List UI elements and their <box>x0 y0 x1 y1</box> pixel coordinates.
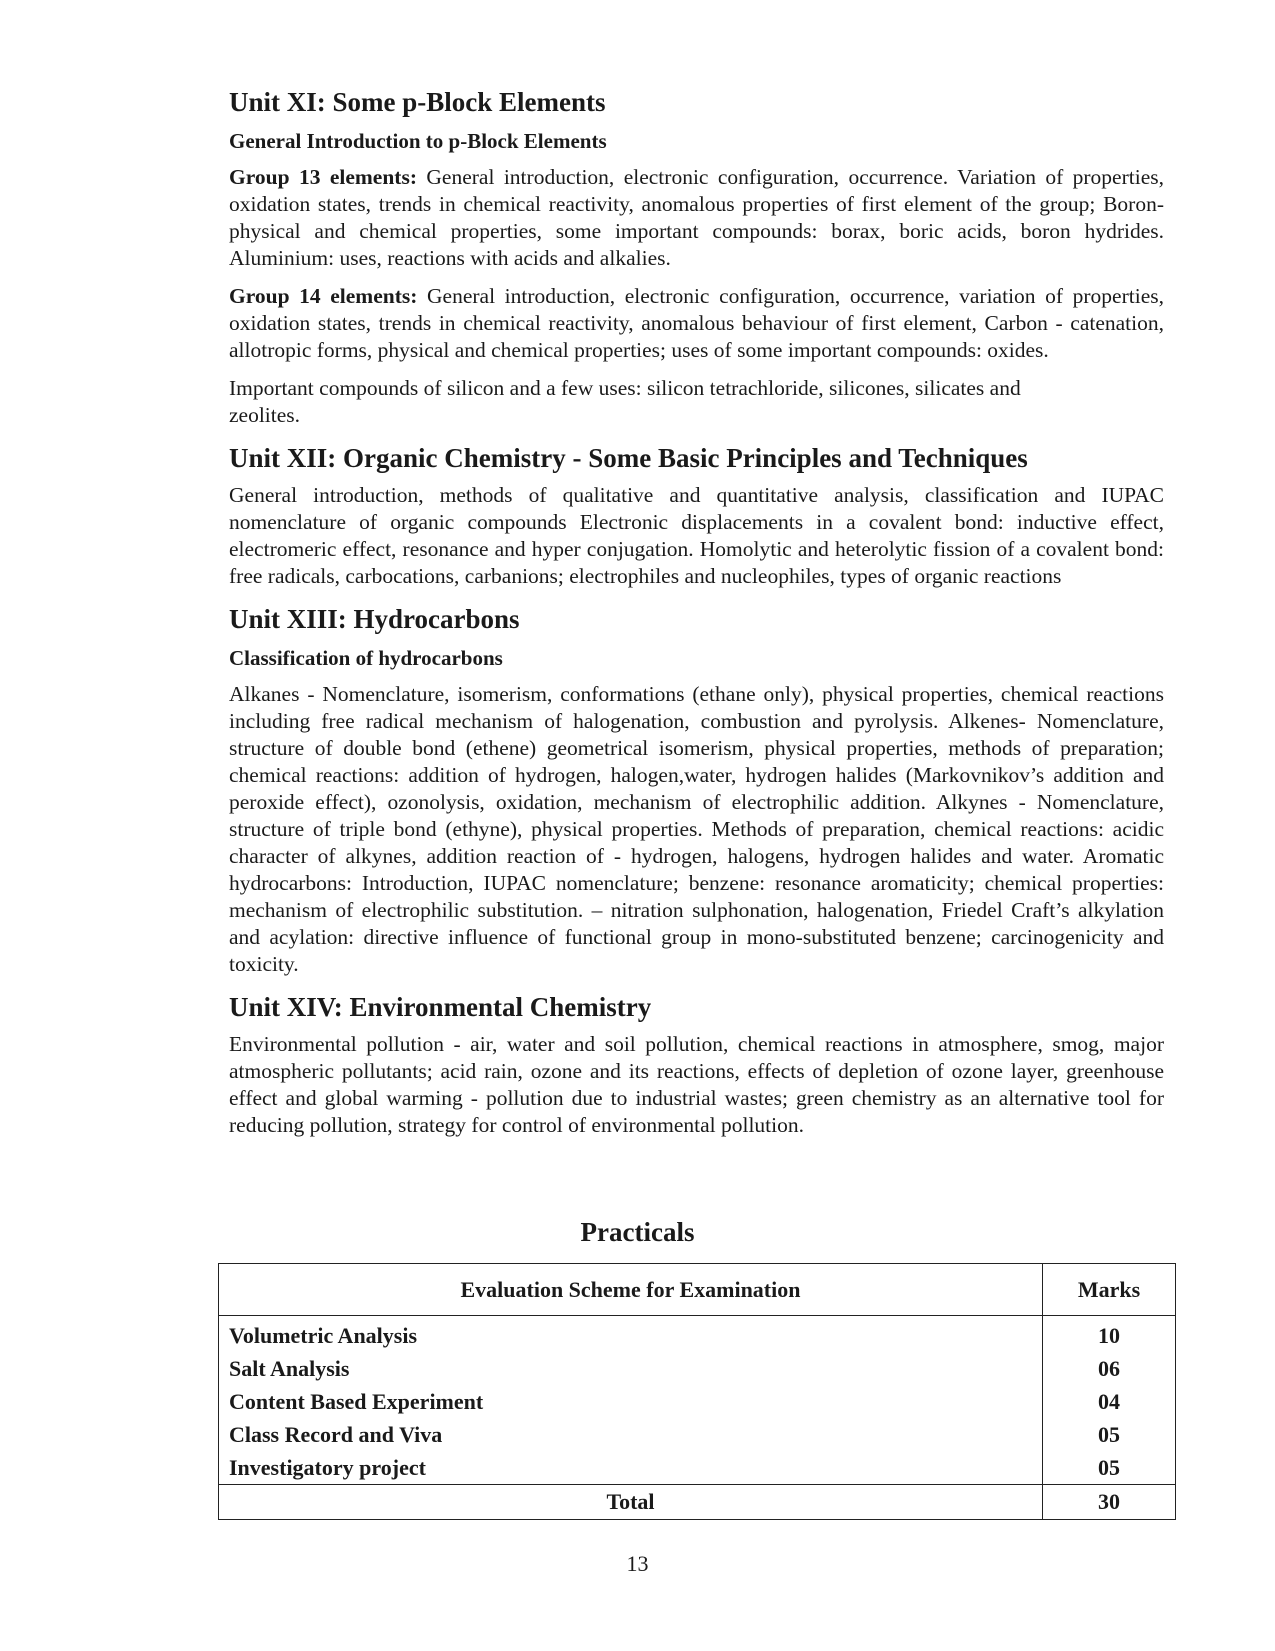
unit-13-title: Unit XIII: Hydrocarbons <box>229 604 520 634</box>
table-row <box>219 1451 1176 1485</box>
unit-14-section <box>229 989 1164 1139</box>
header-marks: Marks <box>1043 1264 1176 1316</box>
header-evaluation: Evaluation Scheme for Examination <box>219 1264 1043 1316</box>
page-content <box>229 84 1164 1150</box>
group-14-lead: Group 14 elements: <box>229 284 418 308</box>
unit-12-section <box>229 440 1164 590</box>
page-number: 13 <box>626 1551 649 1576</box>
row-marks: 06 <box>1043 1352 1176 1385</box>
table-row <box>219 1316 1176 1353</box>
total-value: 30 <box>1043 1485 1176 1520</box>
unit-12-paragraph: General introduction, methods of qualitative and quantitative analysis, classification and IUPAC nomenclature of organic compounds Electronic displacements in a covalent bond: inductive effect, electromeric effect, resonance and hyper conjugation. Homolytic and heterolytic fission of a covalent bond: free radicals, carbocations, carbanions; electrophiles and nucleophiles, types of organic reactions <box>229 483 1164 588</box>
unit-11-subtitle: General Introduction to p-Block Elements <box>229 129 607 153</box>
unit-14-title: Unit XIV: Environmental Chemistry <box>229 992 652 1022</box>
row-marks: 05 <box>1043 1418 1176 1451</box>
unit-13-paragraph: Alkanes - Nomenclature, isomerism, conformations (ethane only), physical properties, chemical reactions including free radical mechanism of halogenation, combustion and pyrolysis. Alkenes- Nomenclature, structure of double bond (ethene) geometrical isomerism, physical properties, methods of preparation; chemical reactions: addition of hydrogen, halogen,water, hydrogen halides (Markovnikov’s addition and peroxide effect), ozonolysis, oxidation, mechanism of electrophilic addition. Alkynes - Nomenclature, structure of triple bond (ethyne), physical properties. Methods of preparation, chemical reactions: acidic character of alkynes, addition reaction of - hydrogen, halogens, hydrogen halides and water. Aromatic hydrocarbons: Introduction, IUPAC nomenclature; benzene: resonance aromaticity; chemical properties: mechanism of electrophilic substitution. – nitration sulphonation, halogenation, Friedel Craft’s alkylation and acylation: directive influence of functional group in mono-substituted benzene; carcinogenicity and toxicity. <box>229 682 1164 976</box>
row-label: Content Based Experiment <box>219 1385 1043 1418</box>
table-row <box>219 1352 1176 1385</box>
unit-11-section <box>229 84 1164 429</box>
table-header-row <box>219 1264 1176 1316</box>
unit-13-section <box>229 601 1164 978</box>
practicals-title: Practicals <box>580 1217 695 1247</box>
table-row <box>219 1385 1176 1418</box>
row-label: Class Record and Viva <box>219 1418 1043 1451</box>
unit-14-paragraph: Environmental pollution - air, water and soil pollution, chemical reactions in atmosphere, smog, major atmospheric pollutants; acid rain, ozone and its reactions, effects of depletion of ozone layer, greenhouse effect and global warming - pollution due to industrial wastes; green chemistry as an alternative tool for reducing pollution, strategy for control of environmental pollution. <box>229 1032 1164 1137</box>
group-13-lead: Group 13 elements: <box>229 165 417 189</box>
group-13-text: General introduction, electronic configuration, occurrence. Variation of properties, oxidation states, trends in chemical reactivity, anomalous properties of first element of the group; Boron- physical and chemical properties, some important compounds: borax, boric acids, boron hydrides. Aluminium: uses, reactions with acids and alkalies. <box>229 165 1164 270</box>
total-label: Total <box>219 1485 1043 1520</box>
unit-13-subtitle: Classification of hydrocarbons <box>229 646 503 670</box>
row-label: Salt Analysis <box>219 1352 1043 1385</box>
row-marks: 04 <box>1043 1385 1176 1418</box>
unit-12-title: Unit XII: Organic Chemistry - Some Basic Principles and Techniques <box>229 443 1028 473</box>
evaluation-table <box>218 1263 1176 1520</box>
row-marks: 05 <box>1043 1451 1176 1485</box>
row-label: Investigatory project <box>219 1451 1043 1485</box>
silicon-paragraph: Important compounds of silicon and a few uses: silicon tetrachloride, silicones, silicates and zeolites. <box>229 376 1021 427</box>
table-total-row <box>219 1485 1176 1520</box>
row-marks: 10 <box>1043 1316 1176 1353</box>
group-13-paragraph <box>229 164 1164 272</box>
table-row <box>219 1418 1176 1451</box>
group-14-paragraph <box>229 283 1164 364</box>
unit-11-title: Unit XI: Some p-Block Elements <box>229 87 606 117</box>
group-14-text: General introduction, electronic configuration, occurrence, variation of properties, oxidation states, trends in chemical reactivity, anomalous behaviour of first element, Carbon - catenation, allotropic forms, physical and chemical properties; uses of some important compounds: oxides. <box>229 284 1164 362</box>
row-label: Volumetric Analysis <box>219 1316 1043 1353</box>
